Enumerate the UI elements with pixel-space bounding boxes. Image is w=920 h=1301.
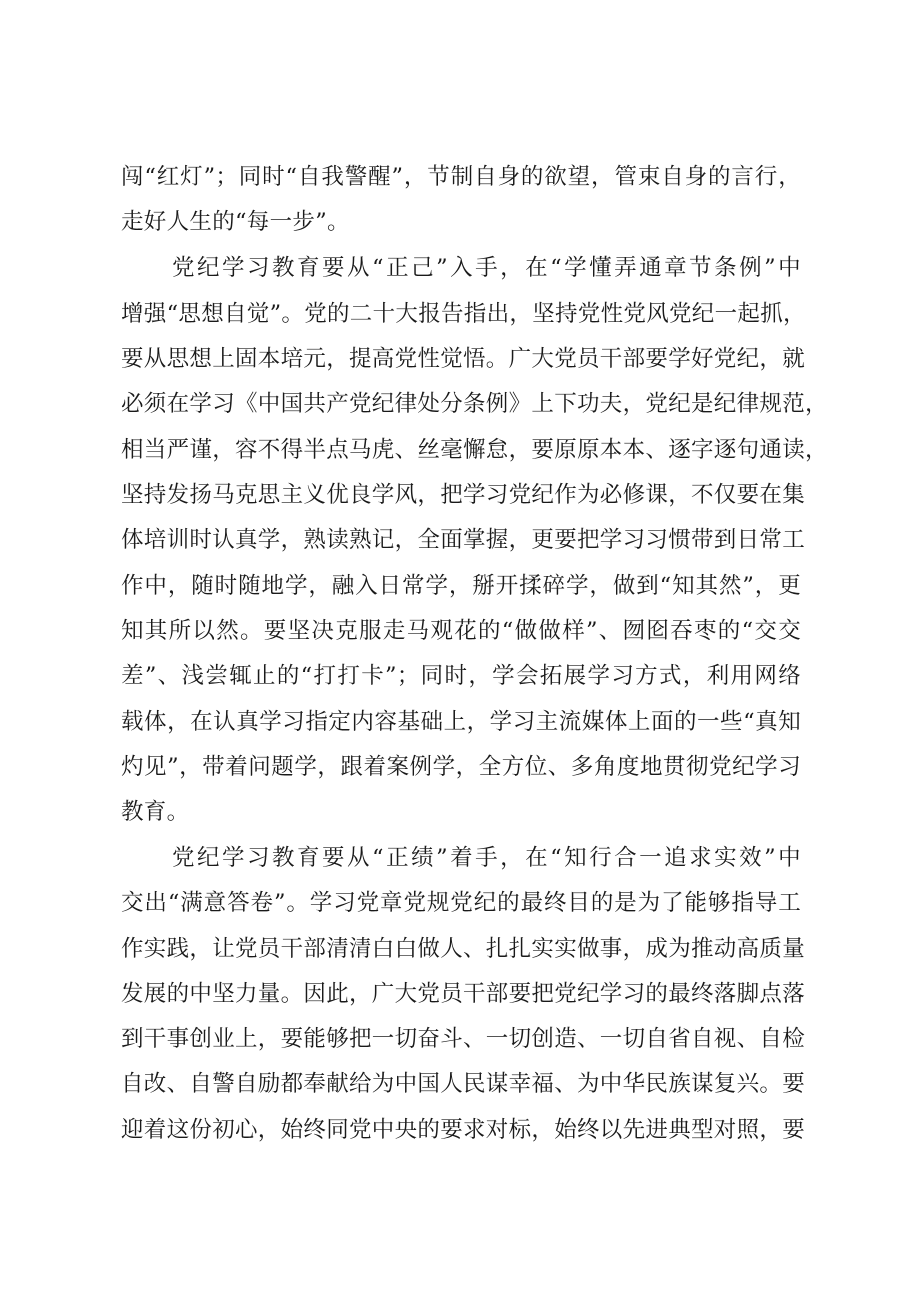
text-line: 要从思想上固本培元，提高党性觉悟。广大党员干部要学好党纪，就 — [121, 346, 806, 372]
text-line: 相当严谨，容不得半点马虎、丝毫懈怠，要原原本本、逐字逐句通读， — [121, 437, 828, 463]
text-line: 灼见”，带着问题学，跟着案例学，全方位、多角度地贯彻党纪学习 — [121, 754, 801, 780]
text-line: 载体，在认真学习指定内容基础上，学习主流媒体上面的一些“真知 — [121, 709, 801, 735]
text-line: 走好人生的“每一步”。 — [121, 209, 350, 235]
text-line: 发展的中坚力量。因此，广大党员干部要把党纪学习的最终落脚点落 — [121, 981, 806, 1007]
text-line: 作中，随时随地学，融入日常学，掰开揉碎学，做到“知其然”，更 — [121, 573, 801, 599]
text-line: 迎着这份初心，始终同党中央的要求对标，始终以先进典型对照，要 — [121, 1117, 806, 1143]
text-line: 知其所以然。要坚决克服走马观花的“做做样”、囫囵吞枣的“交交 — [121, 618, 801, 644]
text-line: 作实践，让党员干部清清白白做人、扎扎实实做事，成为推动高质量 — [121, 936, 806, 962]
text-line: 差”、浅尝辄止的“打打卡”；同时，学会拓展学习方式，利用网络 — [121, 663, 801, 689]
text-line: 交出“满意答卷”。学习党章党规党纪的最终目的是为了能够指导工 — [121, 890, 801, 916]
text-line: 闯“红灯”；同时“自我警醒”，节制自身的欲望，管束自身的言行， — [121, 164, 801, 190]
text-line: 到干事创业上，要能够把一切奋斗、一切创造、一切自省自视、自检 — [121, 1026, 806, 1052]
paragraph-start-line: 党纪学习教育要从“正己”入手，在“学懂弄通章节条例”中 — [172, 255, 801, 281]
text-line: 教育。 — [121, 799, 190, 825]
text-line: 坚持发扬马克思主义优良学风，把学习党纪作为必修课，不仅要在集 — [121, 482, 806, 508]
text-line: 体培训时认真学，熟读熟记，全面掌握，更要把学习习惯带到日常工 — [121, 527, 806, 553]
text-line: 必须在学习《中国共产党纪律处分条例》上下功夫，党纪是纪律规范， — [121, 391, 828, 417]
text-line: 自改、自警自励都奉献给为中国人民谋幸福、为中华民族谋复兴。要 — [121, 1071, 806, 1097]
paragraph-start-line: 党纪学习教育要从“正绩”着手，在“知行合一追求实效”中 — [172, 845, 801, 871]
text-line: 增强“思想自觉”。党的二十大报告指出，坚持党性党风党纪一起抓， — [121, 301, 806, 327]
